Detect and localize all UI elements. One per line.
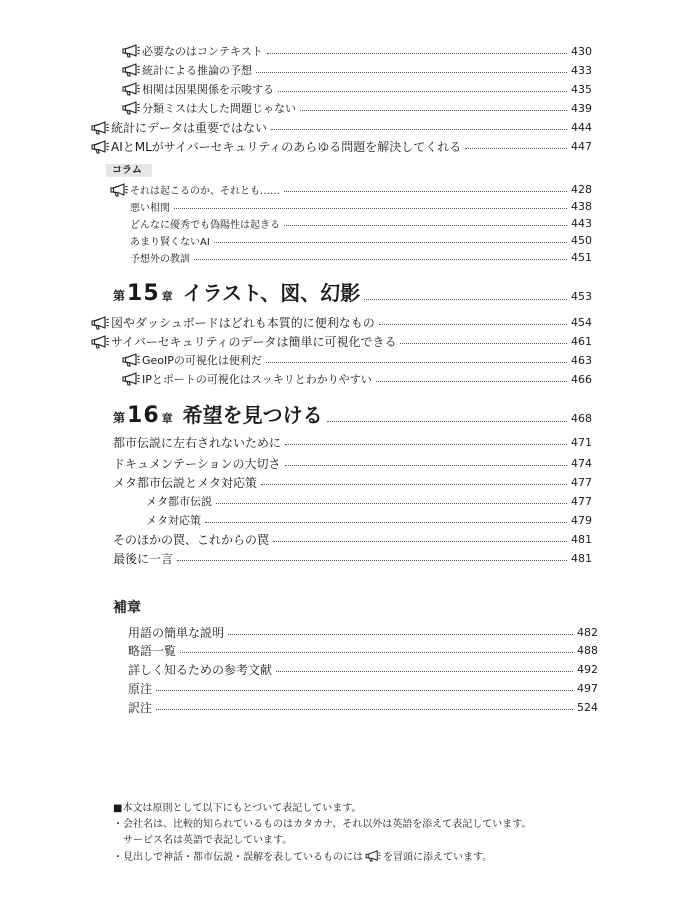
leader-dots: [284, 225, 567, 226]
toc-entry-title: 訳注: [128, 701, 153, 715]
leader-dots: [300, 110, 567, 111]
leader-dots: [379, 324, 567, 325]
toc-entry[interactable]: [113, 455, 592, 472]
toc-entry-title: メタ対応策: [146, 514, 201, 527]
toc-entry[interactable]: [113, 531, 592, 548]
toc-page-number: 468: [571, 412, 592, 425]
leader-dots: [266, 362, 567, 363]
column-entry[interactable]: [110, 182, 592, 197]
leader-dots: [216, 503, 567, 504]
toc-page-number: 454: [571, 316, 592, 329]
toc-entry[interactable]: [146, 493, 592, 509]
leader-dots: [276, 671, 573, 672]
toc-entry[interactable]: [128, 661, 598, 678]
toc-page-number: 471: [571, 436, 592, 449]
toc-entry-title: 図やダッシュボードはどれも本質的に便利なもの: [111, 316, 375, 330]
toc-page-number: 477: [571, 494, 592, 508]
toc-entry[interactable]: [128, 642, 598, 659]
toc-entry-title: 都市伝説に左右されないために: [113, 436, 282, 450]
toc-entry-title: 最後に一言: [113, 552, 174, 566]
note-line: サービス名は英語で表記しています。: [123, 835, 293, 846]
toc-entry-title: 用語の簡単な説明: [128, 626, 225, 640]
leader-dots: [400, 343, 567, 344]
megaphone-icon: [91, 140, 109, 154]
toc-entry-title: メタ都市伝説とメタ対応策: [113, 476, 258, 490]
toc-page-number: 428: [571, 183, 592, 196]
toc-page-number: 524: [577, 701, 598, 714]
toc-entry-title: そのほかの罠、これからの罠: [113, 533, 270, 547]
megaphone-icon: [91, 121, 109, 135]
toc-entry[interactable]: [91, 314, 592, 331]
toc-entry-title: どんなに優秀でも偽陽性は起きる: [130, 220, 280, 231]
toc-entry-title: あまり賢くないAI: [130, 237, 210, 248]
leader-dots: [285, 465, 567, 466]
leader-dots: [156, 690, 573, 691]
note-text: ・見出しで神話・都市伝説・誤解を表しているものには: [113, 852, 363, 863]
toc-entry[interactable]: [113, 550, 592, 567]
toc-page-number: 453: [571, 290, 592, 303]
toc-page-number: 443: [571, 217, 592, 230]
leader-dots: [327, 421, 567, 422]
leader-dots: [284, 191, 567, 192]
leader-dots: [273, 541, 567, 542]
megaphone-icon: [365, 850, 381, 862]
toc-entry[interactable]: [128, 699, 598, 716]
leader-dots: [376, 381, 567, 382]
toc-page-number: 481: [571, 533, 592, 546]
toc-page-number: 497: [577, 682, 598, 695]
chapter-15-heading[interactable]: [113, 282, 592, 304]
megaphone-icon: [110, 183, 128, 197]
toc-entry-title: 相関は因果関係を示唆する: [142, 83, 274, 96]
appendix-heading[interactable]: 補章: [113, 600, 141, 616]
toc-entry[interactable]: [122, 100, 592, 116]
column-entry[interactable]: [130, 250, 592, 265]
toc-page-number: 482: [577, 626, 598, 639]
chapter-prefix: 第: [113, 289, 126, 303]
chapter-16-heading[interactable]: [113, 404, 592, 426]
toc-entry[interactable]: [113, 474, 592, 491]
megaphone-icon: [91, 316, 109, 330]
chapter-title: イラスト、図、幻影: [182, 281, 361, 305]
chapter-suffix: 章: [161, 412, 173, 425]
chapter-suffix: 章: [161, 290, 173, 303]
toc-page-number: 474: [571, 457, 592, 470]
toc-entry[interactable]: [122, 81, 592, 97]
toc-page-number: 435: [571, 82, 592, 96]
toc-page-number: 450: [571, 234, 592, 247]
toc-page-number: 492: [577, 663, 598, 676]
note-line: ■本文は原則として以下にもとづいて表記しています。: [113, 803, 362, 814]
toc-entry-title: 予想外の教訓: [130, 254, 190, 265]
toc-entry[interactable]: [146, 512, 592, 528]
column-entry[interactable]: [130, 216, 592, 231]
leader-dots: [278, 91, 567, 92]
toc-page-number: 439: [571, 101, 592, 115]
toc-entry-title: GeoIPの可視化は便利だ: [142, 354, 262, 367]
megaphone-icon: [122, 63, 140, 77]
toc-page-number: 479: [571, 513, 592, 527]
megaphone-icon: [122, 353, 140, 367]
megaphone-icon: [122, 82, 140, 96]
toc-entry-title: 原注: [128, 682, 153, 696]
toc-entry[interactable]: [128, 680, 598, 697]
toc-entry[interactable]: [91, 119, 592, 136]
leader-dots: [214, 242, 567, 243]
toc-entry-title: 悪い相関: [130, 203, 170, 214]
megaphone-icon: [122, 101, 140, 115]
toc-entry-title: IPとポートの可視化はスッキリとわかりやすい: [142, 373, 372, 386]
leader-dots: [285, 444, 567, 445]
toc-entry-title: 統計にデータは重要ではない: [111, 121, 268, 135]
toc-entry-title: 分類ミスは大した問題じゃない: [142, 102, 296, 115]
toc-page-number: 433: [571, 63, 592, 77]
column-entry[interactable]: [130, 199, 592, 214]
megaphone-icon: [91, 335, 109, 349]
toc-entry-title: 必要なのはコンテキスト: [142, 45, 263, 58]
leader-dots: [180, 652, 573, 653]
leader-dots: [194, 259, 567, 260]
leader-dots: [205, 522, 567, 523]
toc-page-number: 430: [571, 44, 592, 58]
toc-entry[interactable]: [122, 371, 592, 387]
toc-entry[interactable]: [91, 333, 592, 350]
leader-dots: [465, 148, 567, 149]
toc-entry[interactable]: [122, 43, 592, 59]
toc-entry[interactable]: [128, 624, 598, 641]
chapter-prefix: 第: [113, 411, 126, 425]
leader-dots: [177, 560, 567, 561]
toc-entry[interactable]: [122, 352, 592, 368]
toc-page-number: 466: [571, 372, 592, 386]
toc-entry-title: それは起こるのか、それとも……: [130, 186, 280, 197]
toc-entry[interactable]: [122, 62, 592, 78]
leader-dots: [364, 299, 567, 300]
toc-entry[interactable]: [113, 434, 592, 451]
toc-entry-title: ドキュメンテーションの大切さ: [113, 457, 281, 471]
toc-page-number: 451: [571, 251, 592, 264]
toc-entry[interactable]: [91, 138, 592, 155]
toc-page-number: 477: [571, 476, 592, 489]
megaphone-icon: [122, 44, 140, 58]
toc-page-number: 488: [577, 644, 598, 657]
note-text: を冒頭に添えています。: [383, 852, 493, 863]
toc-page-number: 444: [571, 121, 592, 134]
toc-page-number: 461: [571, 335, 592, 348]
toc-page-number: 481: [571, 552, 592, 565]
toc-entry-title: 統計による推論の予想: [142, 64, 252, 77]
chapter-number: 16: [127, 403, 160, 428]
leader-dots: [267, 53, 567, 54]
toc-entry-title: メタ都市伝説: [146, 495, 212, 508]
column-label: コラム: [106, 164, 152, 177]
chapter-title: 希望を見つける: [182, 403, 323, 427]
chapter-number: 15: [127, 281, 160, 306]
note-line: [113, 848, 492, 863]
leader-dots: [156, 709, 573, 710]
column-entry[interactable]: [130, 233, 592, 248]
leader-dots: [271, 129, 567, 130]
leader-dots: [228, 634, 573, 635]
toc-page-number: 447: [571, 140, 592, 153]
leader-dots: [256, 72, 567, 73]
toc-page-number: 463: [571, 353, 592, 367]
leader-dots: [174, 208, 567, 209]
toc-entry-title: サイバーセキュリティのデータは簡単に可視化できる: [111, 335, 397, 349]
megaphone-icon: [122, 372, 140, 386]
note-line: ・会社名は、比較的知られているものはカタカナ、それ以外は英語を添えて表記しています。: [113, 819, 532, 830]
toc-entry-title: 詳しく知るための参考文献: [128, 663, 273, 677]
toc-page-number: 438: [571, 200, 592, 213]
leader-dots: [261, 484, 567, 485]
toc-entry-title: 略語一覧: [128, 644, 177, 658]
toc-entry-title: AIとMLがサイバーセキュリティのあらゆる問題を解決してくれる: [111, 140, 462, 154]
